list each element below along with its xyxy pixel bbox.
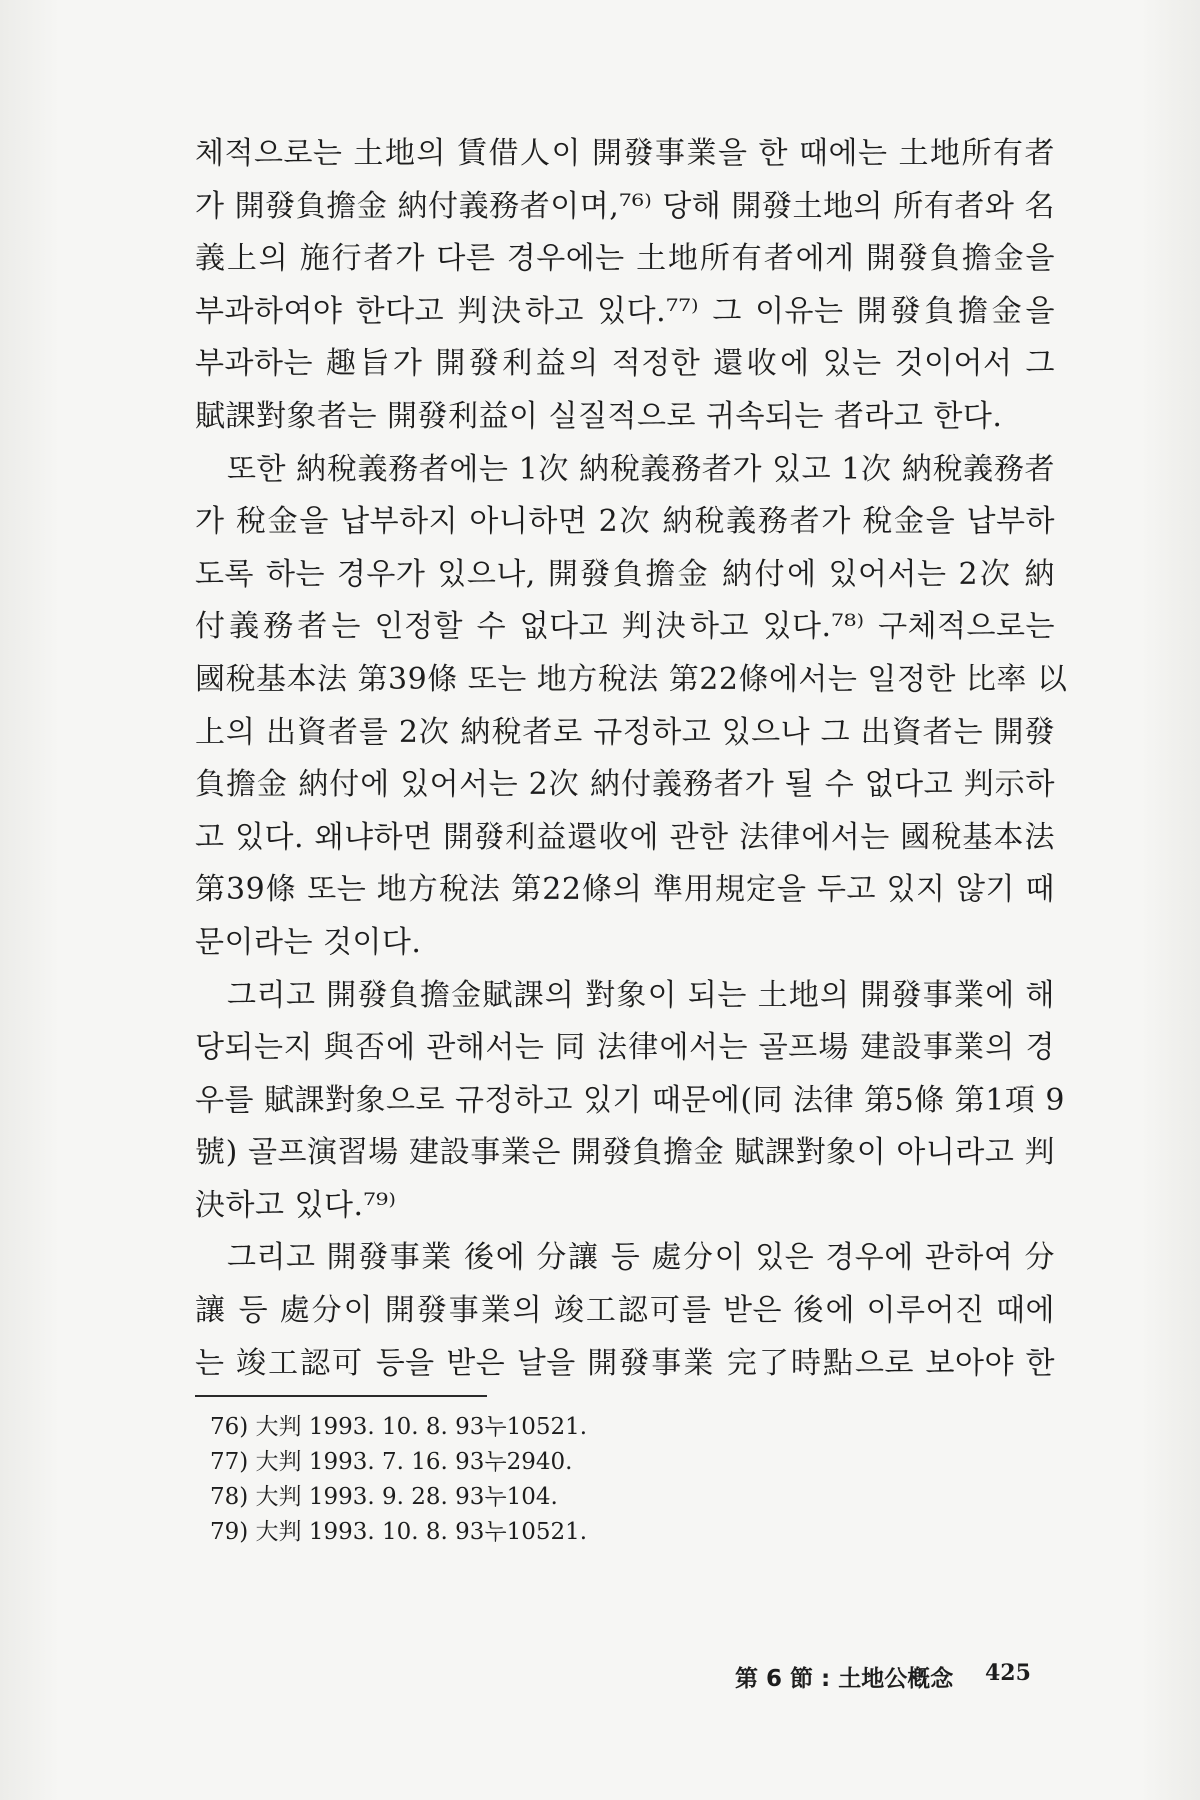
body-line: 負擔金 納付에 있어서는 2次 納付義務者가 될 수 없다고 判示하 (195, 767, 1055, 803)
body-line: 그리고 開發事業 後에 分讓 등 處分이 있은 경우에 관하여 分 (227, 1240, 1055, 1276)
body-line: 문이라는 것이다. (195, 924, 422, 960)
body-line: 決하고 있다.⁷⁹⁾ (195, 1187, 397, 1223)
footnote: 77) 大判 1993. 7. 16. 93누2940. (210, 1449, 573, 1475)
body-line: 부과하여야 한다고 判決하고 있다.⁷⁷⁾ 그 이유는 開發負擔金을 (195, 293, 1055, 329)
body-text (195, 128, 1068, 1390)
body-line: 그리고 開發負擔金賦課의 對象이 되는 土地의 開發事業에 해 (227, 977, 1055, 1013)
body-line: 義上의 施行者가 다른 경우에는 土地所有者에게 開發負擔金을 (195, 241, 1055, 277)
footnote: 76) 大判 1993. 10. 8. 93누10521. (210, 1414, 588, 1440)
body-line: 國稅基本法 第39條 또는 地方稅法 第22條에서는 일정한 比率 以 (195, 661, 1068, 697)
body-line: 고 있다. 왜냐하면 開發利益還收에 관한 法律에서는 國稅基本法 (195, 819, 1055, 855)
body-line: 上의 出資者를 2次 納稅者로 규정하고 있으나 그 出資者는 開發 (195, 714, 1055, 750)
body-line: 당되는지 與否에 관해서는 同 法律에서는 골프場 建設事業의 경 (195, 1030, 1055, 1066)
running-footer-title: 第 6 節 : 土地公槪念 (735, 1666, 954, 1692)
footnote-separator (195, 1395, 487, 1397)
body-line: 賦課對象者는 開發利益이 실질적으로 귀속되는 者라고 한다. (195, 398, 1003, 434)
body-line: 우를 賦課對象으로 규정하고 있기 때문에(同 法律 第5條 第1項 9 (195, 1082, 1065, 1118)
footnotes (210, 1410, 587, 1550)
footnote: 79) 大判 1993. 10. 8. 93누10521. (210, 1519, 588, 1545)
body-line: 號) 골프演習場 建設事業은 開發負擔金 賦課對象이 아니라고 判 (195, 1135, 1055, 1171)
body-line: 第39條 또는 地方稅法 第22條의 準用規定을 두고 있지 않기 때 (195, 872, 1055, 908)
body-line: 가 稅金을 납부하지 아니하면 2次 納稅義務者가 稅金을 납부하 (195, 504, 1055, 540)
body-line: 또한 納稅義務者에는 1次 納稅義務者가 있고 1次 納稅義務者 (227, 451, 1055, 487)
body-line: 가 開發負擔金 納付義務者이며,⁷⁶⁾ 당해 開發土地의 所有者와 名 (195, 188, 1055, 224)
footnote: 78) 大判 1993. 9. 28. 93누104. (210, 1484, 558, 1510)
body-line: 는 竣工認可 등을 받은 날을 開發事業 完了時點으로 보아야 한 (195, 1345, 1055, 1381)
body-line: 부과하는 趣旨가 開發利益의 적정한 還收에 있는 것이어서 그 (195, 346, 1055, 382)
page-number: 425 (985, 1660, 1031, 1686)
body-line: 도록 하는 경우가 있으나, 開發負擔金 納付에 있어서는 2次 納 (195, 556, 1055, 592)
body-line: 체적으로는 土地의 賃借人이 開發事業을 한 때에는 土地所有者 (195, 136, 1055, 171)
body-line: 讓 등 處分이 開發事業의 竣工認可를 받은 後에 이루어진 때에 (195, 1293, 1055, 1329)
body-line: 付義務者는 인정할 수 없다고 判決하고 있다.⁷⁸⁾ 구체적으로는 (195, 609, 1055, 645)
